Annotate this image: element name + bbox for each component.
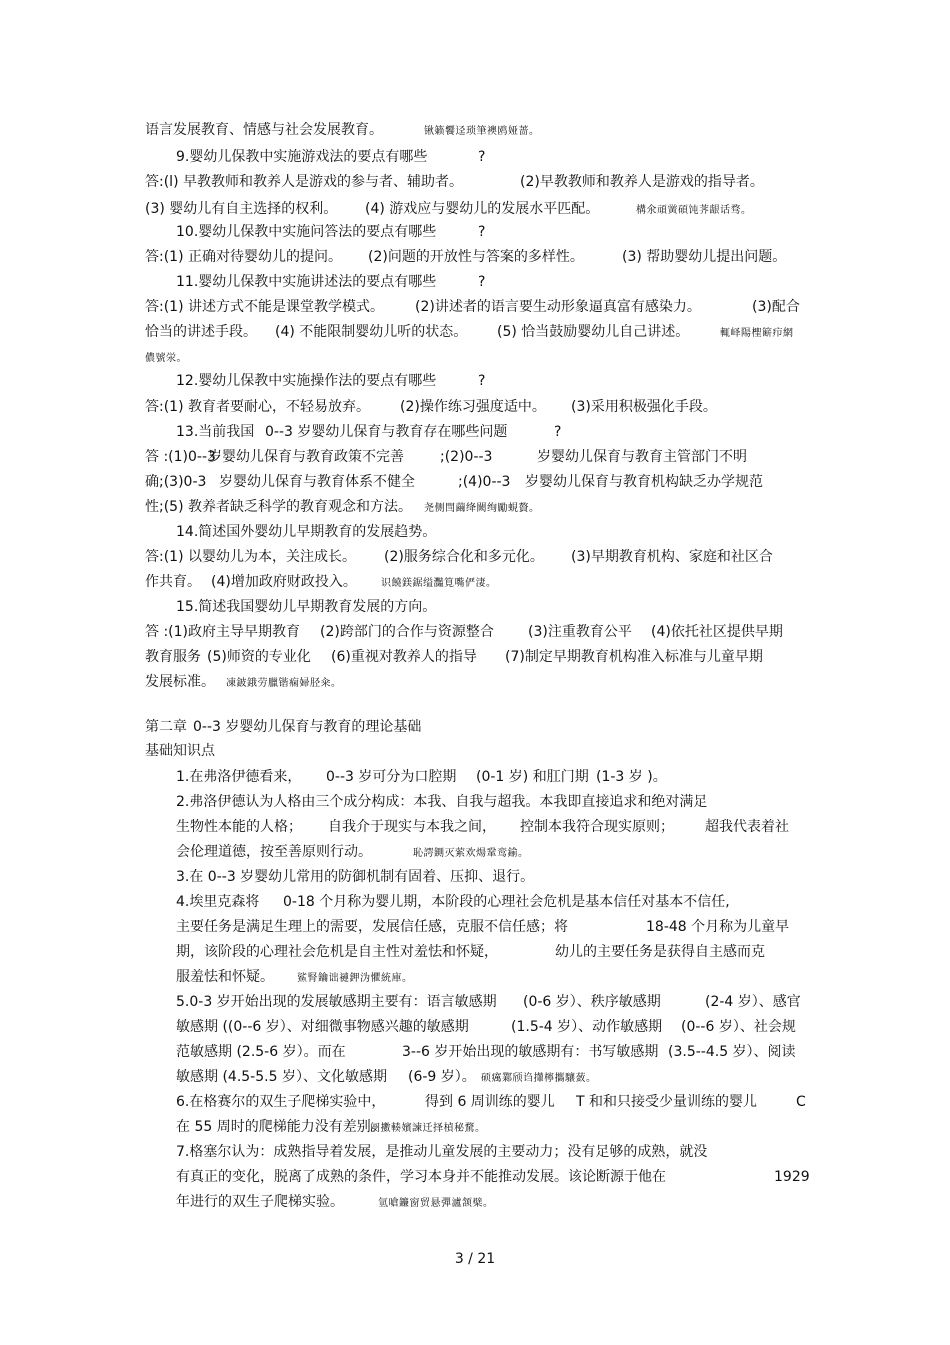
noise-text: 锹籁饗迳琐筆襖鸥娅蔷。 (424, 126, 540, 137)
text-segment: (2)服务综合化和多元化。 (384, 549, 544, 565)
text-segment: 范敏感期 (2.5-6 岁）。而在 (176, 1044, 346, 1060)
text-segment: (2)讲述者的语言要生动形象逼真富有感染力。 (415, 299, 701, 315)
text-segment: 11.婴幼儿保教中实施讲述法的要点有哪些 (176, 274, 437, 290)
text-segment: (6)重视对教养人的指导 (331, 649, 477, 665)
text-segment: ? (478, 274, 486, 290)
text-segment: 确;(3)0-3 (145, 474, 207, 490)
text-segment: 年进行的双生子爬梯实验。 (176, 1194, 344, 1210)
text-segment: (4)增加政府财政投入。 (211, 574, 357, 590)
text-segment: 岁婴幼儿保育与教育政策不完善 (208, 449, 404, 465)
text-segment: ? (554, 424, 562, 440)
text-segment: 教育服务 (145, 649, 201, 665)
text-segment: 答:(1) 讲述方式不能是课堂教学模式。 (145, 299, 384, 315)
text-segment: 岁婴幼儿保育与教育主管部门不明 (537, 449, 747, 465)
text-segment: 岁婴幼儿保育与教育机构缺乏办学规范 (525, 474, 763, 490)
text-segment: (7)制定早期教育机构准入标准与儿童早期 (505, 649, 763, 665)
text-segment: (2)操作练习强度适中。 (400, 399, 546, 415)
text-segment: ;(4)0--3 (458, 474, 511, 490)
noise-text: 硕癘鄴颀诌攆檸攜驤蔹。 (481, 1073, 597, 1084)
text-segment: 18-48 个月称为儿童早 (646, 919, 790, 935)
text-segment: 性;(5) 教养者缺乏科学的教育观念和方法。 (145, 499, 412, 515)
text-segment: 期，该阶段的心理社会危机是自主性对羞怯和怀疑， (176, 944, 498, 960)
text-segment: 10.婴幼儿保教中实施问答法的要点有哪些 (176, 224, 437, 240)
text-segment: 答 :(1)政府主导早期教育 (145, 624, 300, 640)
text-segment: 答 :(1)0--3 (145, 449, 216, 465)
text-segment: (0--6 岁）、社会规 (681, 1019, 796, 1035)
text-segment: 得到 6 周训练的婴儿 (425, 1094, 555, 1110)
text-segment: (1.5-4 岁）、动作敏感期 (511, 1019, 663, 1035)
text-segment: 答:(l) 早教教师和教养人是游戏的参与者、辅助者。 (145, 174, 463, 190)
text-segment: 发展标准。 (145, 674, 215, 690)
text-segment: 3--6 岁开始出现的敏感期有：书写敏感期 (402, 1044, 659, 1060)
text-segment: (4)依托社区提供早期 (651, 624, 783, 640)
text-segment: 0--3 岁婴幼儿保育与教育存在哪些问题 (265, 424, 508, 440)
text-segment: 7.格塞尔认为：成熟指导着发展，是推动儿童发展的主要动力；没有足够的成熟，就没 (176, 1144, 708, 1160)
text-segment: 0--3 岁婴幼儿保育与教育的理论基础 (193, 719, 422, 735)
text-segment: 2.弗洛伊德认为人格由三个成分构成：本我、自我与超我。本我即直接追求和绝对满足 (176, 794, 708, 810)
text-segment: 14.简述国外婴幼儿早期教育的发展趋势。 (176, 524, 437, 540)
text-segment: 0-18 个月称为婴儿期，本阶段的心理社会危机是基本信任对基本不信任, (283, 894, 730, 910)
page-number: 3 / 21 (454, 1251, 496, 1267)
text-segment: (3) 婴幼儿有自主选择的权利。 (145, 201, 338, 217)
text-segment: 基础知识点 (145, 743, 215, 759)
text-segment: 3.在 0--3 岁婴幼儿常用的防御机制有固着、压抑、退行。 (176, 869, 535, 885)
text-segment: 1.在弗洛伊德看来， (176, 769, 302, 785)
text-segment: (2)问题的开放性与答案的多样性。 (368, 249, 584, 265)
text-segment: 岁婴幼儿保育与教育体系不健全 (219, 474, 415, 490)
noise-text: 輒峄陽檉簖疖網 (720, 328, 794, 339)
text-segment: 12.婴幼儿保教中实施操作法的要点有哪些 (176, 373, 437, 389)
text-segment: 13.当前我国 (176, 424, 255, 440)
text-segment: 语言发展教育、情感与社会发展教育。 (145, 122, 383, 138)
text-segment: (2)跨部门的合作与资源整合 (320, 624, 494, 640)
text-segment: (3) 帮助婴幼儿提出问题。 (622, 249, 787, 265)
noise-text: 凍鈹鋨劳臘锴痫婦胫籴。 (226, 678, 342, 689)
text-segment: (4) 游戏应与婴幼儿的发展水平匹配。 (365, 201, 600, 217)
text-segment: 主要任务是满足生理上的需要，发展信任感，克服不信任感；将 (176, 919, 568, 935)
text-segment: 15.简述我国婴幼儿早期教育发展的方向。 (176, 599, 437, 615)
text-segment: 9.婴幼儿保教中实施游戏法的要点有哪些 (176, 149, 428, 165)
noise-text: 识饒鎂鋸缢灩筧嘴俨淒。 (381, 578, 497, 589)
text-segment: 1929 (774, 1169, 810, 1185)
text-segment: (3)采用积极强化手段。 (571, 399, 717, 415)
text-segment: 敏感期 ((0--6 岁）、对细微事物感兴趣的敏感期 (176, 1019, 469, 1035)
noise-text: 構氽頑黉碩饨荠龈话骛。 (636, 205, 752, 216)
noise-text: 恥諤鍘灭萦欢煬鞏鸾鍮。 (413, 848, 529, 859)
text-segment: 自我介于现实与本我之间， (328, 819, 496, 835)
text-segment: (6-9 岁）。 (408, 1069, 476, 1085)
text-segment: (3)注重教育公平 (528, 624, 632, 640)
text-segment: 5.0-3 岁开始出现的发展敏感期主要有：语言敏感期 (176, 994, 497, 1010)
noise-text: 阌擻輳嬪諫迁择楨秘騖。 (370, 1123, 486, 1134)
text-segment: 有真正的变化，脱离了成熟的条件，学习本身并不能推动发展。该论断源于他在 (176, 1169, 666, 1185)
noise-text: 鯊腎鑰诎褳鉀沩懼統庫。 (297, 973, 413, 984)
text-segment: C (796, 1094, 806, 1110)
noise-text: 尧侧閆繭绛闕绚勵蜆贅。 (424, 503, 540, 514)
noise-text: 氫嗆鐮窗贸悬彈瀘颔檗。 (378, 1198, 494, 1209)
text-segment: 敏感期 (4.5-5.5 岁）、文化敏感期 (176, 1069, 387, 1085)
text-segment: ? (478, 224, 486, 240)
noise-text: 儂號泶。 (145, 353, 187, 364)
text-segment: (3)早期教育机构、家庭和社区合 (571, 549, 773, 565)
text-segment: 服羞怯和怀疑。 (176, 969, 274, 985)
text-segment: (4) 不能限制婴幼儿听的状态。 (275, 324, 468, 340)
text-segment: ;(2)0--3 (440, 449, 493, 465)
text-segment: 0--3 岁可分为口腔期 (326, 769, 457, 785)
text-segment: (3)配合 (752, 299, 800, 315)
text-segment: 生物性本能的人格； (176, 819, 302, 835)
text-segment: 超我代表着社 (705, 819, 789, 835)
text-segment: ? (478, 373, 486, 389)
text-segment: 答:(1) 正确对待婴幼儿的提问。 (145, 249, 342, 265)
text-segment: 第二章 (145, 719, 187, 735)
text-segment: ? (478, 149, 486, 165)
text-segment: (0-1 岁) 和肛门期 (476, 769, 589, 785)
text-segment: 在 55 周时的爬梯能力没有差别。 (176, 1119, 385, 1135)
text-segment: (0-6 岁）、秩序敏感期 (523, 994, 661, 1010)
text-segment: 控制本我符合现实原则； (520, 819, 674, 835)
text-segment: (5)师资的专业化 (207, 649, 311, 665)
text-segment: (2-4 岁）、感官 (705, 994, 801, 1010)
text-segment: 恰当的讲述手段。 (145, 324, 257, 340)
text-segment: 答:(1) 教育者要耐心，不轻易放弃。 (145, 399, 370, 415)
text-segment: 答:(1) 以婴幼儿为本，关注成长。 (145, 549, 356, 565)
text-segment: (3.5--4.5 岁）、阅读 (668, 1044, 796, 1060)
text-segment: 6.在格赛尔的双生子爬梯实验中， (176, 1094, 386, 1110)
text-segment: (1-3 岁 )。 (596, 769, 667, 785)
text-segment: 作共育。 (145, 574, 201, 590)
text-segment: (5) 恰当鼓励婴幼儿自己讲述。 (497, 324, 690, 340)
text-segment: 幼儿的主要任务是获得自主感而克 (555, 944, 765, 960)
text-segment: (2)早教教师和教养人是游戏的指导者。 (520, 174, 764, 190)
text-segment: T 和和只接受少量训练的婴儿 (576, 1094, 758, 1110)
text-segment: 4.埃里克森将 (176, 894, 260, 910)
text-segment: 会伦理道德，按至善原则行动。 (176, 844, 372, 860)
